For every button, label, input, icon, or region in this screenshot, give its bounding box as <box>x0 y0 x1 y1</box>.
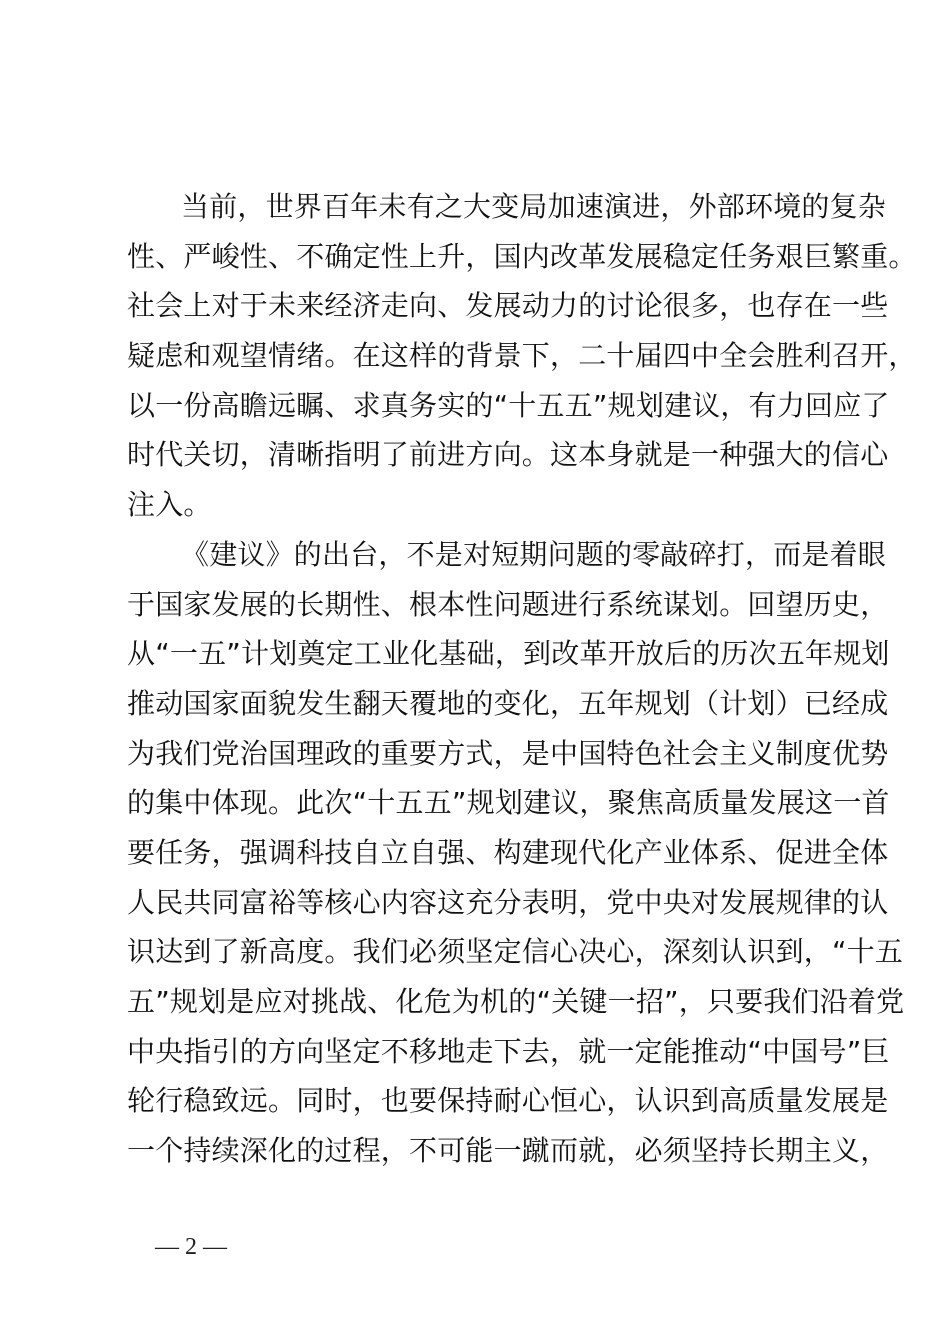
text-line: 社会上对于未来经济走向、发展动力的讨论很多，也存在一些 <box>127 289 889 323</box>
text-line: 疑虑和观望情绪。在这样的背景下，二十届四中全会胜利召开， <box>127 339 917 373</box>
text-line: 为我们党治国理政的重要方式，是中国特色社会主义制度优势 <box>127 736 889 770</box>
text-line: 中央指引的方向坚定不移地走下去，就一定能推动“中国号”巨 <box>127 1034 890 1068</box>
text-line: 的集中体现。此次“十五五”规划建议，聚焦高质量发展这一首 <box>127 786 890 820</box>
text-line: 从“一五”计划奠定工业化基础，到改革开放后的历次五年规划 <box>127 637 890 671</box>
paragraph <box>127 182 917 530</box>
text-line: 一个持续深化的过程，不可能一蹴而就，必须坚持长期主义， <box>127 1134 889 1168</box>
text-line: 人民共同富裕等核心内容这充分表明，党中央对发展规律的认 <box>127 885 889 919</box>
text-line: 当前，世界百年未有之大变局加速演进，外部环境的复杂 <box>181 190 887 223</box>
document-body <box>127 182 917 1176</box>
page-number: — 2 — <box>155 1234 227 1260</box>
text-line: 注入。 <box>127 488 212 522</box>
text-line: 五”规划是应对挑战、化危为机的“关键一招”，只要我们沿着党 <box>127 985 905 1018</box>
text-line: 于国家发展的长期性、根本性问题进行系统谋划。回望历史， <box>127 587 889 621</box>
text-line: 推动国家面貌发生翻天覆地的变化，五年规划（计划）已经成 <box>127 686 889 720</box>
text-line: 轮行稳致远。同时，也要保持耐心恒心，认识到高质量发展是 <box>127 1084 889 1118</box>
text-line: 识达到了新高度。我们必须坚定信心决心，深刻认识到，“十五 <box>127 935 904 969</box>
text-line: 性、严峻性、不确定性上升，国内改革发展稳定任务艰巨繁重。 <box>127 239 917 273</box>
text-line: 以一份高瞻远瞩、求真务实的“十五五”规划建议，有力回应了 <box>127 388 890 422</box>
text-line: 《建议》的出台，不是对短期问题的零敲碎打，而是着眼 <box>181 537 887 571</box>
text-line: 要任务，强调科技自立自强、构建现代化产业体系、促进全体 <box>127 835 889 869</box>
text-line: 时代关切，清晰指明了前进方向。这本身就是一种强大的信心 <box>127 438 889 472</box>
paragraph <box>127 530 905 1176</box>
